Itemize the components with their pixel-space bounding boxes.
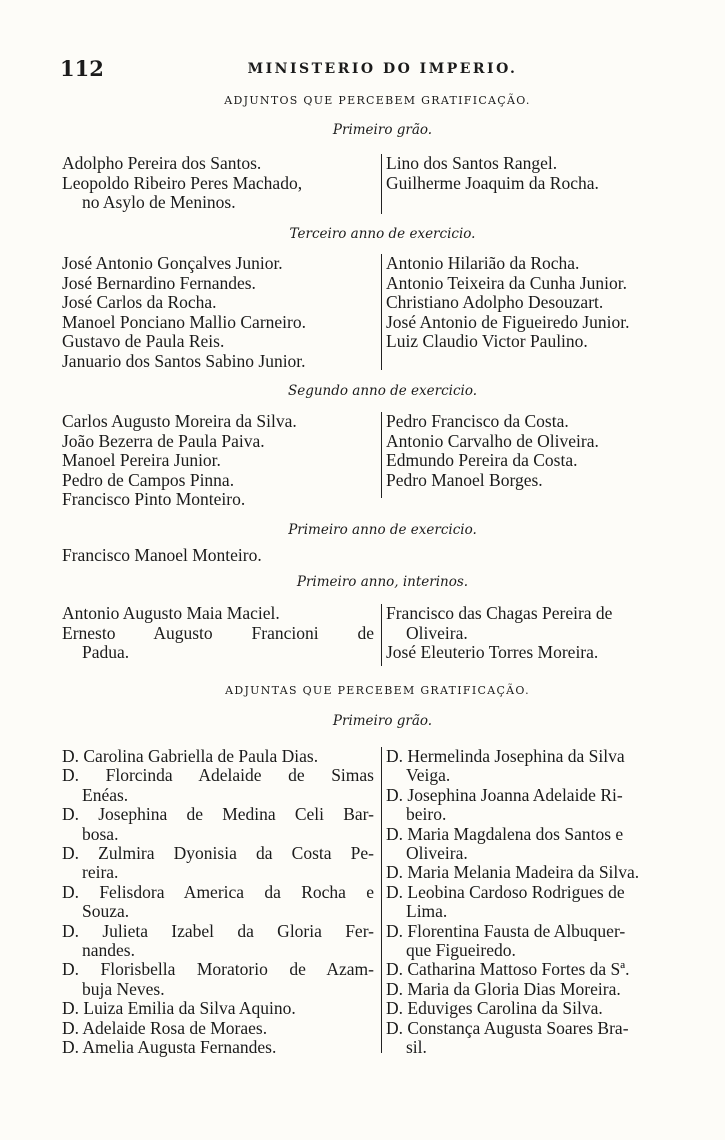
list-item: D. Florentina Fausta de Albuquer- [386, 920, 626, 941]
list-item: Manoel Pereira Junior. [62, 450, 221, 471]
list-left-terceiro-anno [62, 254, 374, 372]
list-item: beiro. [406, 804, 447, 825]
list-item: D. Zulmira Dyonisia da Costa Pe- [62, 843, 374, 864]
list-item: Souza. [82, 901, 130, 922]
list-right-segundo-anno [381, 412, 706, 498]
list-right-primeiro-grao [381, 154, 706, 214]
list-item: no Asylo de Meninos. [82, 192, 236, 213]
list-left-interinos [62, 604, 374, 663]
list-item: José Carlos da Rocha. [62, 292, 217, 313]
list-item: Francisco Pinto Monteiro. [62, 489, 246, 510]
list-item: Guilherme Joaquim da Rocha. [386, 172, 599, 193]
list-item: D. Florcinda Adelaide de Simas [62, 765, 374, 786]
list-item: sil. [406, 1037, 427, 1058]
list-item: buja Neves. [82, 978, 165, 999]
list-item: D. Julieta Izabel da Gloria Fer- [62, 920, 374, 941]
list-item: Padua. [82, 642, 130, 663]
list-item: Oliveira. [406, 843, 468, 864]
list-left-segundo-anno [62, 412, 374, 510]
list-item: Manoel Ponciano Mallio Carneiro. [62, 311, 306, 332]
list-item: bosa. [82, 823, 119, 844]
list-item: Pedro Francisco da Costa. [386, 411, 569, 431]
list-item: Oliveira. [406, 622, 468, 643]
subheading-primeiro-anno: Primeiro anno de exercicio. [288, 522, 477, 538]
list-item: Veiga. [406, 765, 451, 786]
subheading-primeiro-grao: Primeiro grão. [332, 122, 433, 138]
list-item: D. Catharina Mattoso Fortes da Sª. [386, 959, 630, 980]
list-item: que Figueiredo. [406, 940, 516, 961]
list-item: Antonio Hilarião da Rocha. [386, 253, 580, 273]
list-item: D. Constança Augusta Soares Bra- [386, 1017, 629, 1038]
list-item: D. Maria Magdalena dos Santos e [386, 823, 624, 844]
list-item: D. Felisdora America da Rocha e [62, 881, 374, 902]
running-title: MINISTERIO DO IMPERIO. [247, 61, 518, 77]
list-item: José Eleuterio Torres Moreira. [386, 642, 599, 663]
subheading-terceiro-anno: Terceiro anno de exercicio. [289, 226, 476, 242]
list-item: Lino dos Santos Rangel. [386, 153, 558, 173]
list-item: Antonio Carvalho de Oliveira. [386, 430, 599, 451]
list-item-single: Francisco Manoel Monteiro. [62, 545, 262, 565]
list-item: D. Adelaide Rosa de Moraes. [62, 1017, 268, 1038]
list-item: D. Florisbella Moratorio de Azam- [62, 959, 374, 980]
list-right-terceiro-anno [381, 254, 706, 370]
list-item: João Bezerra de Paula Paiva. [62, 430, 265, 451]
list-item: D. Amelia Augusta Fernandes. [62, 1037, 277, 1058]
list-item: Leopoldo Ribeiro Peres Machado, [62, 172, 303, 193]
list-left-adjuntas [62, 747, 374, 1058]
list-item: Lima. [406, 901, 448, 922]
list-item: reira. [82, 862, 119, 883]
section-heading-adjuntos: ADJUNTOS QUE PERCEBEM GRATIFICAÇÃO. [224, 94, 531, 107]
list-item: D. Luiza Emilia da Silva Aquino. [62, 998, 296, 1019]
list-item: Enéas. [82, 784, 129, 805]
list-item: José Antonio Gonçalves Junior. [62, 253, 283, 273]
page-number: 112 [60, 56, 104, 81]
subheading-segundo-anno: Segundo anno de exercicio. [287, 383, 478, 399]
list-item: Edmundo Pereira da Costa. [386, 450, 578, 471]
list-item: nandes. [82, 940, 135, 961]
list-item: Adolpho Pereira dos Santos. [62, 153, 262, 173]
list-right-adjuntas [381, 746, 706, 1058]
list-item: Christiano Adolpho Desouzart. [386, 292, 604, 313]
list-item: Carlos Augusto Moreira da Silva. [62, 411, 297, 431]
list-item: José Bernardino Fernandes. [62, 272, 256, 293]
list-item: Gustavo de Paula Reis. [62, 331, 225, 352]
list-item: D. Leobina Cardoso Rodrigues de [386, 881, 625, 902]
list-item: Antonio Augusto Maia Maciel. [62, 603, 280, 623]
list-item: D. Josephina Joanna Adelaide Ri- [386, 784, 623, 805]
list-item: D. Josephina de Medina Celi Bar- [62, 804, 374, 825]
list-item: D. Hermelinda Josephina da Silva [386, 746, 625, 766]
list-item: Pedro Manoel Borges. [386, 469, 543, 490]
list-right-interinos [381, 604, 706, 666]
subheading-primeiro-anno-interinos: Primeiro anno, interinos. [296, 574, 469, 590]
subheading-primeiro-grao-adjuntas: Primeiro grão. [332, 713, 433, 729]
list-item: Luiz Claudio Victor Paulino. [386, 331, 588, 352]
list-left-primeiro-grao [62, 154, 374, 213]
list-item: D. Maria Melania Madeira da Silva. [386, 862, 640, 883]
list-item: Januario dos Santos Sabino Junior. [62, 350, 306, 371]
list-item: Ernesto Augusto Francioni de [62, 622, 374, 643]
list-item: D. Carolina Gabriella de Paula Dias. [62, 746, 319, 766]
list-item: D. Maria da Gloria Dias Moreira. [386, 978, 621, 999]
list-item: José Antonio de Figueiredo Junior. [386, 311, 630, 332]
list-item: Francisco das Chagas Pereira de [386, 603, 613, 623]
list-item: Antonio Teixeira da Cunha Junior. [386, 272, 627, 293]
section-heading-adjuntas: ADJUNTAS QUE PERCEBEM GRATIFICAÇÃO. [225, 684, 530, 697]
list-item: Pedro de Campos Pinna. [62, 469, 235, 490]
list-item: D. Eduviges Carolina da Silva. [386, 998, 603, 1019]
